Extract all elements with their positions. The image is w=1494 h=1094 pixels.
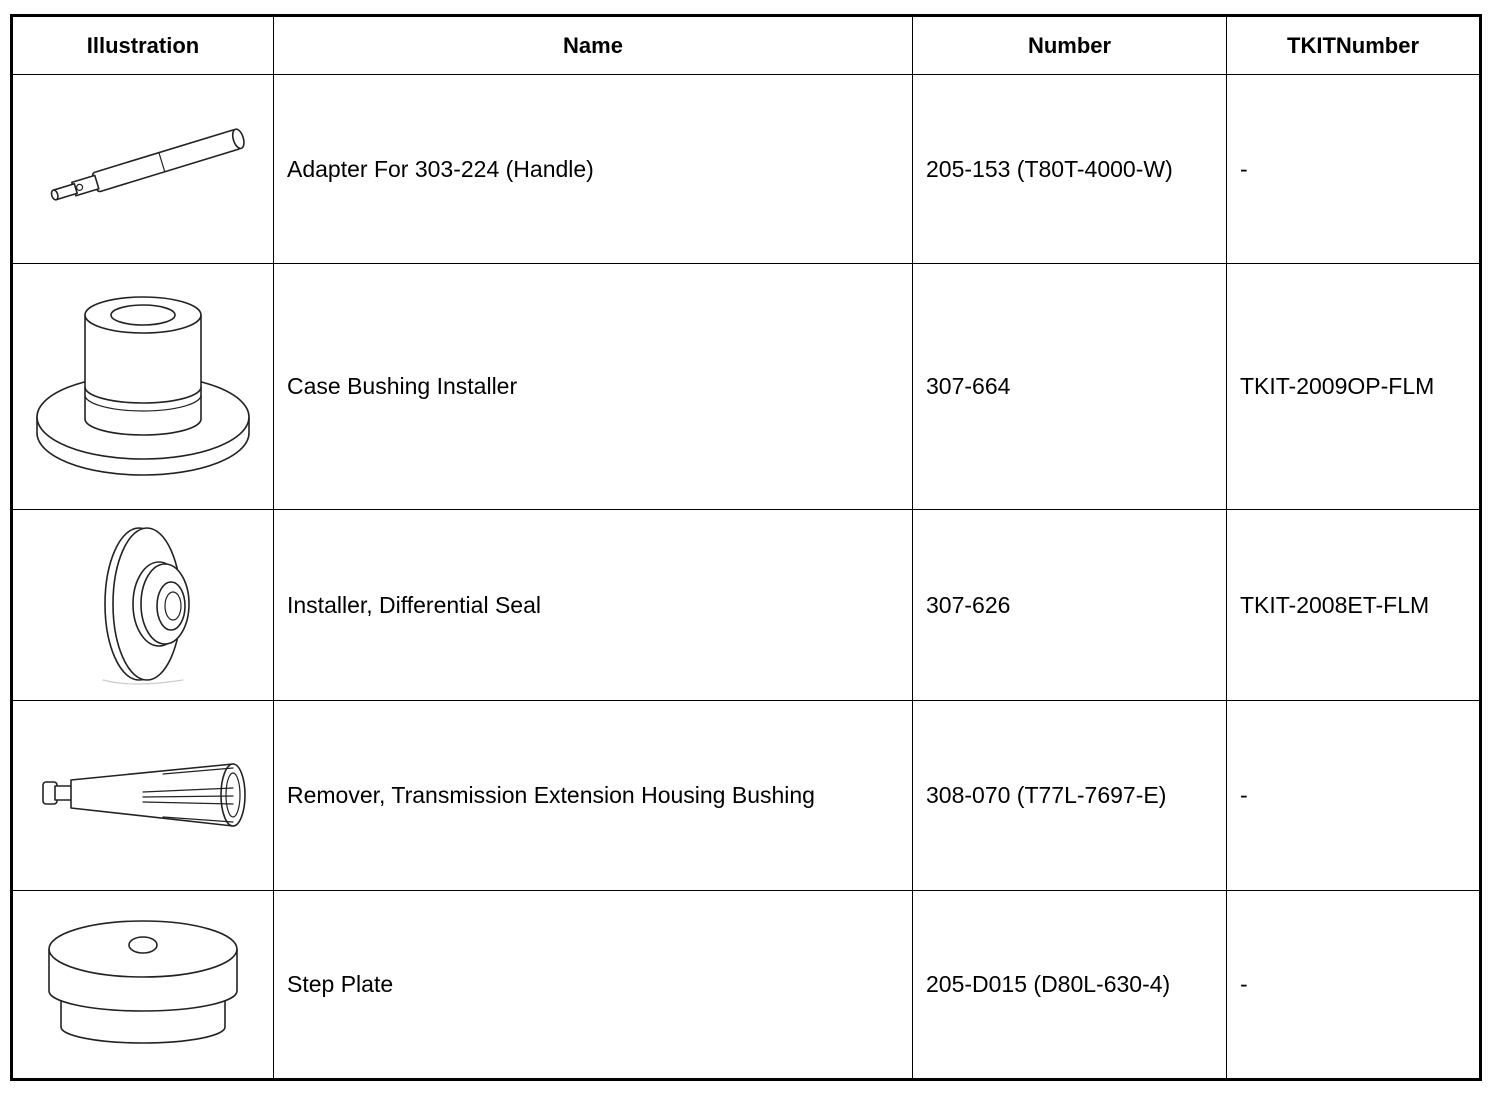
table-row bbox=[12, 700, 1481, 890]
table-row bbox=[12, 890, 1481, 1079]
tool-name: Case Bushing Installer bbox=[274, 264, 913, 510]
header-illustration: Illustration bbox=[12, 16, 274, 75]
tool-number: 205-153 (T80T-4000-W) bbox=[913, 75, 1227, 264]
tool-tkit-number: TKIT-2009OP-FLM bbox=[1227, 264, 1481, 510]
tool-number: 307-664 bbox=[913, 264, 1227, 510]
tool-tkit-number: - bbox=[1227, 75, 1481, 264]
tool-number: 308-070 (T77L-7697-E) bbox=[913, 700, 1227, 890]
illustration-cell bbox=[12, 75, 274, 264]
tool-name: Adapter For 303-224 (Handle) bbox=[274, 75, 913, 264]
table-header-row bbox=[12, 16, 1481, 75]
tool-name: Remover, Transmission Extension Housing Bushing bbox=[274, 700, 913, 890]
bushing-remover-tool-icon bbox=[33, 750, 253, 840]
table-row bbox=[12, 264, 1481, 510]
tool-tkit-number: - bbox=[1227, 700, 1481, 890]
tool-number: 307-626 bbox=[913, 510, 1227, 700]
header-tkit-number: TKITNumber bbox=[1227, 16, 1481, 75]
seal-installer-tool-icon bbox=[33, 520, 253, 690]
table-row bbox=[12, 510, 1481, 700]
step-plate-tool-icon bbox=[33, 909, 253, 1059]
handle-adapter-tool-icon bbox=[33, 114, 253, 224]
table-row bbox=[12, 75, 1481, 264]
illustration-cell bbox=[12, 510, 274, 700]
tool-tkit-number: - bbox=[1227, 890, 1481, 1079]
illustration-cell bbox=[12, 264, 274, 510]
special-tools-table bbox=[10, 14, 1482, 1081]
tool-tkit-number: TKIT-2008ET-FLM bbox=[1227, 510, 1481, 700]
tool-name: Installer, Differential Seal bbox=[274, 510, 913, 700]
illustration-cell bbox=[12, 890, 274, 1079]
header-number: Number bbox=[913, 16, 1227, 75]
bushing-installer-tool-icon bbox=[33, 277, 253, 497]
header-name: Name bbox=[274, 16, 913, 75]
tool-number: 205-D015 (D80L-630-4) bbox=[913, 890, 1227, 1079]
tool-name: Step Plate bbox=[274, 890, 913, 1079]
illustration-cell bbox=[12, 700, 274, 890]
